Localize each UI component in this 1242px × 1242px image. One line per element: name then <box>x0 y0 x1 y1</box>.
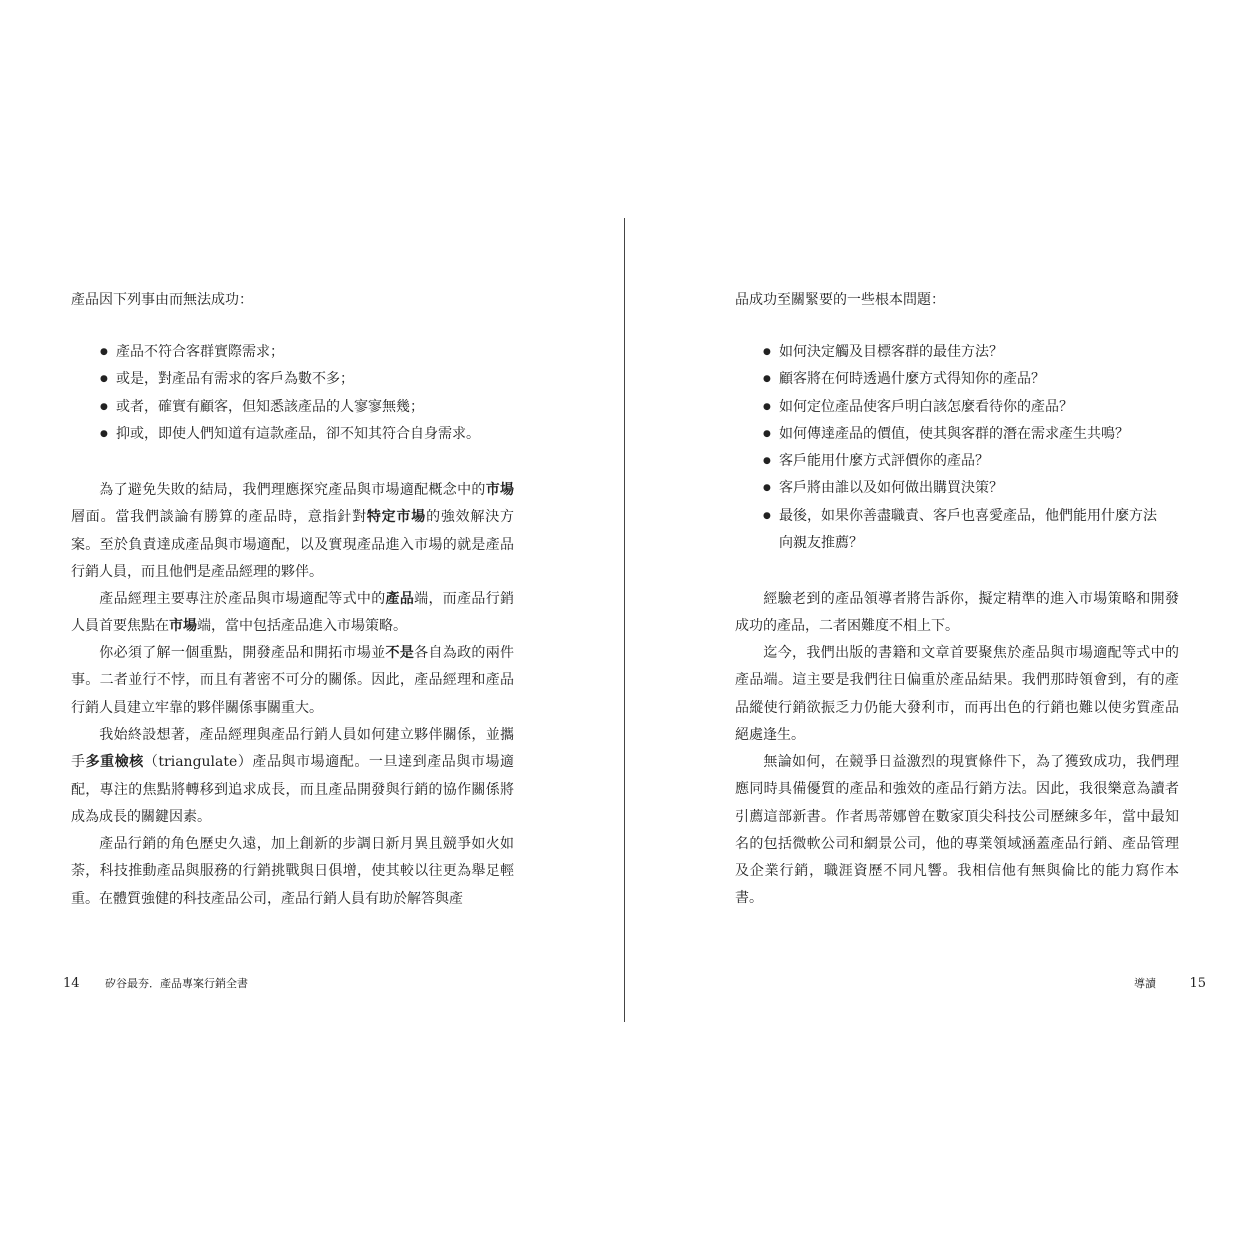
right-intro: 品成功至關緊要的一些根本問題： <box>735 292 945 308</box>
list-item: ● 產品不符合客群實際需求； <box>100 339 480 366</box>
right-bullet-list <box>763 339 1157 557</box>
left-footer <box>63 975 248 991</box>
paragraph: 為了避免失敗的結局，我們理應探究產品與市場適配概念中的市場層面。當我們談論有勝算的產品時，意指針對特定市場的強效解決方案。至於負責達成產品與市場適配，以及實現產品進入市場的就是產品行銷人員，而且他們是產品經理的夥伴。 <box>71 482 515 580</box>
list-item: ● 如何定位產品使客戶明白該怎麼看待你的產品？ <box>763 394 1157 421</box>
bold-term: 不是 <box>385 645 415 661</box>
list-item: ● 顧客將在何時透過什麼方式得知你的產品？ <box>763 366 1157 393</box>
book-title: 矽谷最夯．產品專案行銷全書 <box>105 977 249 990</box>
paragraph: 經驗老到的產品領導者將告訴你，擬定精準的進入市場策略和開發成功的產品，二者困難度不相上下。 <box>735 591 1179 635</box>
bold-term: 產品 <box>385 591 415 607</box>
left-intro: 產品因下列事由而無法成功： <box>71 292 253 308</box>
bold-term: 市場 <box>485 482 515 498</box>
list-item: ● 或是，對產品有需求的客戶為數不多； <box>100 366 480 393</box>
right-footer <box>1134 975 1206 991</box>
paragraph: 我始終設想著，產品經理與產品行銷人員如何建立夥伴關係，並攜手多重檢核（triangulate）產品與市場適配。一旦達到產品與市場適配，專注的焦點將轉移到追求成長，而且產品開發與行銷的協作關係將成為成長的關鍵因素。 <box>71 727 515 825</box>
list-item: ● 如何決定觸及目標客群的最佳方法？ <box>763 339 1157 366</box>
bold-term: 市場 <box>169 618 197 635</box>
left-bullet-list <box>100 339 480 448</box>
paragraph: 無論如何，在競爭日益激烈的現實條件下，為了獲致成功，我們理應同時具備優質的產品和強效的產品行銷方法。因此，我很樂意為讀者引薦這部新書。作者馬蒂娜曾在數家頂尖科技公司歷練多年，當中最知名的包括微軟公司和網景公司，他的專業領域涵蓋產品行銷、產品管理及企業行銷，職涯資歷不同凡響。我相信他有無與倫比的能力寫作本書。 <box>735 754 1179 907</box>
paragraph: 迄今，我們出版的書籍和文章首要聚焦於產品與市場適配等式中的產品端。這主要是我們往日偏重於產品結果。我們那時領會到，有的產品縱使行銷欲振乏力仍能大發利市，而再出色的行銷也難以使劣質產品絕處逢生。 <box>735 645 1179 743</box>
list-item: ● 客戶將由誰以及如何做出購買決策？ <box>763 475 1157 502</box>
page-number: 15 <box>1189 976 1206 991</box>
list-item: ● 客戶能用什麼方式評價你的產品？ <box>763 448 1157 475</box>
bold-term: 多重檢核 <box>85 754 144 771</box>
bold-term: 特定市場 <box>366 509 427 526</box>
paragraph: 產品行銷的角色歷史久遠，加上創新的步調日新月異且競爭如火如荼，科技推動產品與服務的行銷挑戰與日俱增，使其較以往更為舉足輕重。在體質強健的科技產品公司，產品行銷人員有助於解答與產 <box>71 836 514 907</box>
list-item: ● 或者，確實有顧客，但知悉該產品的人寥寥無幾； <box>100 394 480 421</box>
list-item: ● 最後，如果你善盡職責、客戶也喜愛產品，他們能用什麼方法 向親友推薦？ <box>763 503 1157 558</box>
list-item: ● 如何傳達產品的價值，使其與客群的潛在需求產生共鳴？ <box>763 421 1157 448</box>
section-title: 導讀 <box>1133 977 1156 990</box>
list-item: ● 抑或，即使人們知道有這款產品，卻不知其符合自身需求。 <box>100 421 480 448</box>
right-page <box>621 0 1242 1242</box>
paragraph: 你必須了解一個重點，開發產品和開拓市場並不是各自為政的兩件事。二者並行不悖，而且有著密不可分的關係。因此，產品經理和產品行銷人員建立牢靠的夥伴關係事關重大。 <box>71 645 515 716</box>
paragraph: 產品經理主要專注於產品與市場適配等式中的產品端，而產品行銷人員首要焦點在市場端，當中包括產品進入市場策略。 <box>71 591 515 635</box>
page-number: 14 <box>63 976 80 991</box>
